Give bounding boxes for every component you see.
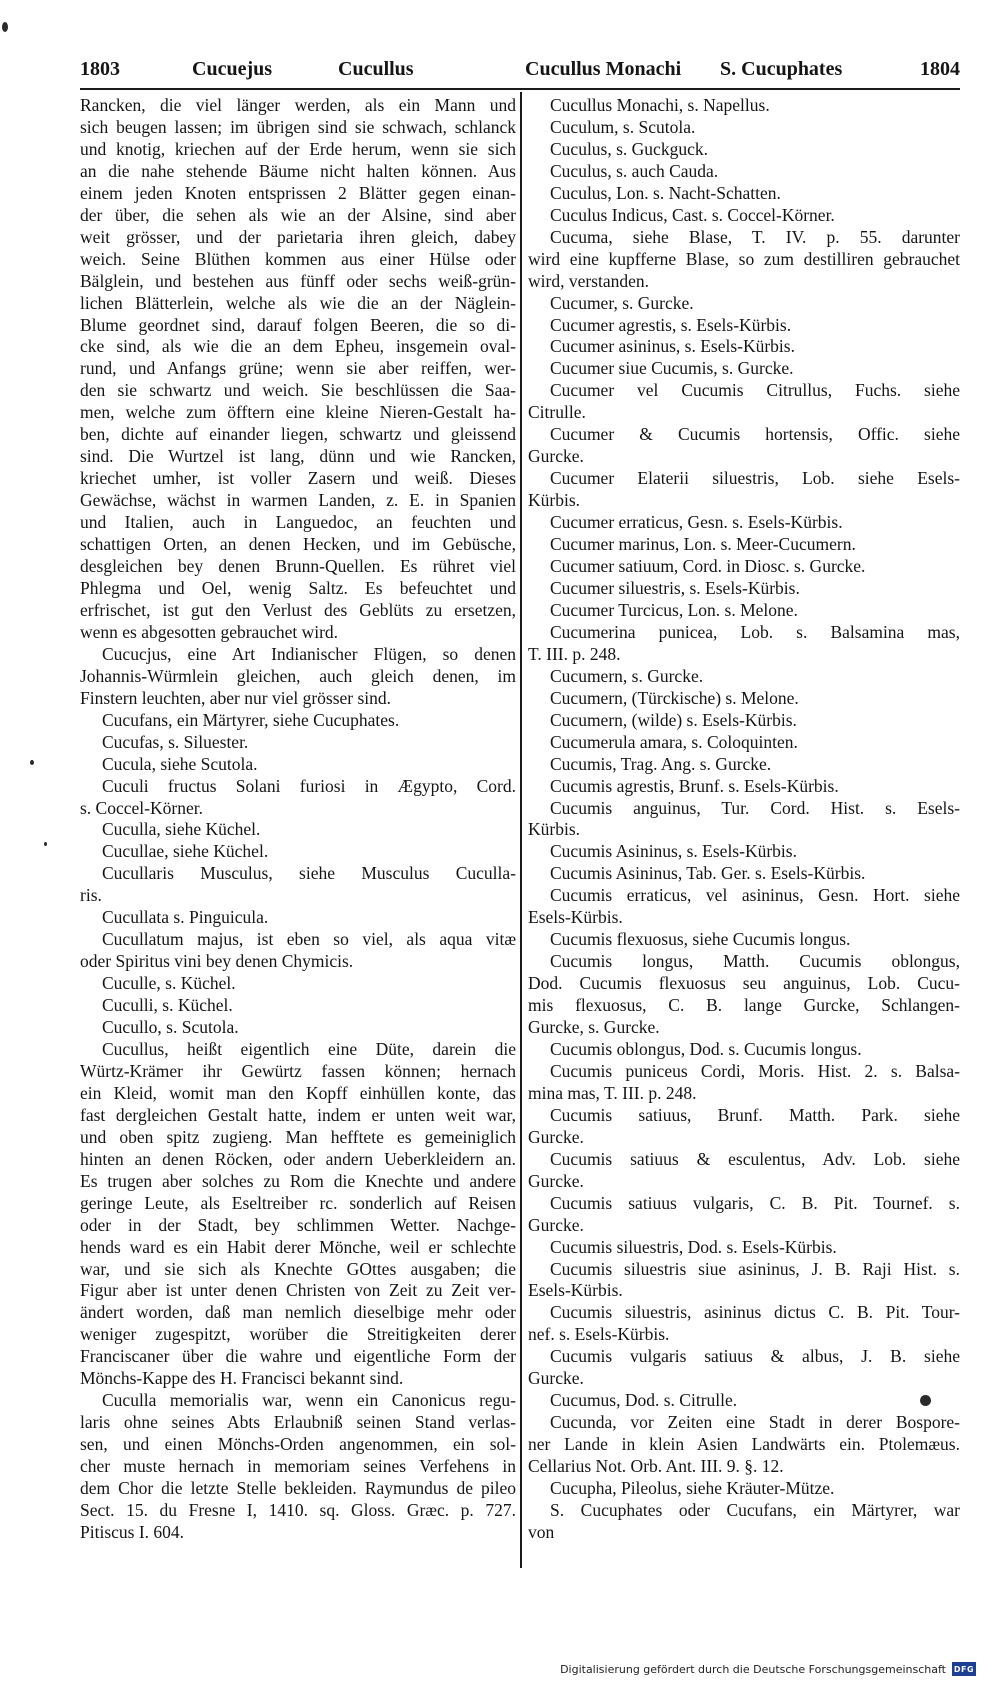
text-line: Cuculus, s. Guckguck. (550, 138, 708, 159)
text-line: Es trugen aber solches zu Rom die Knechte und andere (80, 1170, 516, 1191)
text-line: Cucumern, s. Gurcke. (550, 665, 704, 686)
text-line: Cucumis longus, Matth. Cucumis oblongus, (550, 951, 960, 972)
text-line: Cucumis satiuus & esculentus, Adv. Lob. siehe (550, 1148, 960, 1169)
text-line: Dod. Cucumis flexuosus seu anguinus, Lob. Cucu- (528, 973, 960, 994)
text-line: Cucuma, siehe Blase, T. IV. p. 55. darunter (550, 226, 960, 247)
text-line: Cucufas, s. Siluester. (102, 731, 249, 752)
text-line: Cuculla, siehe Küchel. (102, 819, 261, 840)
right-page-number: 1804 (920, 58, 960, 80)
left-catchword-1: Cucuejus (192, 58, 273, 80)
text-line: laris ohne seines Abts Erlaubniß seinen Stand verlas- (80, 1412, 516, 1433)
text-line: mina mas, T. III. p. 248. (528, 1082, 697, 1103)
text-line: Finstern leuchten, aber nur viel grösser sind. (80, 687, 392, 708)
text-line: Cucula, siehe Scutola. (102, 753, 258, 774)
text-line: Esels-Kürbis. (528, 1280, 623, 1301)
footer-text: Digitalisierung gefördert durch die Deutsche Forschungsgemeinschaft (560, 1662, 946, 1676)
text-line: Cuculus, Lon. s. Nacht-Schatten. (550, 182, 781, 203)
text-line: sen, und einen Mönchs-Orden angenommen, ein sol- (80, 1434, 516, 1455)
text-line: Gurcke. (528, 446, 584, 467)
text-line: der über, die sehen als wie an der Alsine, sind aber (80, 204, 516, 225)
text-line: von (528, 1521, 555, 1542)
text-line: Cuculli, s. Küchel. (102, 995, 233, 1016)
text-line: Esels-Kürbis. (528, 907, 623, 928)
text-line: weich. Seine Blüthen kommen aus einer Hülse oder (80, 248, 516, 269)
text-line: Cucumis Asininus, s. Esels-Kürbis. (550, 841, 797, 862)
text-line: Cucumis, Trag. Ang. s. Gurcke. (550, 753, 772, 774)
text-line: und knotig, kriechen auf der Erde herum, wenn sie sich (80, 138, 516, 159)
text-line: Cucumer & Cucumis hortensis, Offic. siehe (550, 424, 960, 445)
footer-credit (560, 1660, 976, 1678)
text-line: Cucullata s. Pinguicula. (102, 907, 269, 928)
text-line: Cuculle, s. Küchel. (102, 973, 236, 994)
text-line: cher muste hernach in memoriam seines Verfehens in (80, 1456, 516, 1477)
text-line: Cucumer satiuum, Cord. in Diosc. s. Gurcke. (550, 556, 866, 577)
text-line: und oben spitz zugieng. Man hefftete es gemeiniglich (80, 1126, 516, 1147)
text-line: Cucumis flexuosus, siehe Cucumis longus. (550, 929, 851, 950)
text-line: den sie schwartz und weich. Sie beschlüssen die Saa- (80, 380, 516, 401)
text-line: Cucumis satiuus, Brunf. Matth. Park. siehe (550, 1104, 960, 1125)
text-line: Bälglein, und bestehen aus fünff oder sechs weiß-grün- (80, 270, 516, 291)
text-line: men, welche zum öfftern eine kleine Nieren-Gestalt ha- (80, 402, 516, 423)
text-line: Cucumis erraticus, vel asininus, Gesn. Hort. siehe (550, 885, 960, 906)
text-line: Johannis-Würmlein gleichen, auch gleich denen, im (80, 665, 516, 686)
text-line: Cucumis anguinus, Tur. Cord. Hist. s. Esels- (550, 797, 960, 818)
text-line: Würtz-Krämer ihr Gewürtz fassen können; hernach (80, 1060, 516, 1081)
text-line: Cucumis agrestis, Brunf. s. Esels-Kürbis. (550, 775, 839, 796)
text-line: Cucunda, vor Zeiten eine Stadt in derer Bospore- (550, 1412, 960, 1433)
text-line: oder Spiritus vini bey denen Chymicis. (80, 951, 354, 972)
text-line: Cucumern, (wilde) s. Esels-Kürbis. (550, 709, 797, 730)
text-line: Cucullatum majus, ist eben so viel, als aqua vitæ (102, 929, 516, 950)
text-line: rund, und Anfangs grüne; wenn sie aber reiffen, wer- (80, 358, 516, 379)
text-line: Cucumer, s. Gurcke. (550, 292, 694, 313)
text-line: Cucumer marinus, Lon. s. Meer-Cucumern. (550, 534, 856, 555)
text-line: Cucumis oblongus, Dod. s. Cucumis longus. (550, 1038, 862, 1059)
right-catchword-1: Cucullus Monachi (525, 58, 682, 80)
text-line: sind. Die Wurtzel ist lang, dünn und wie Rancken, (80, 446, 516, 467)
text-line: weit grösser, und der parietaria ihren gleich, dabey (80, 226, 516, 247)
left-column (80, 95, 516, 1544)
text-line: dem Chor die letzte Stelle bekleiden. Raymundus de pileo (80, 1478, 516, 1499)
scan-speck (44, 842, 47, 846)
text-line: und Italien, auch in Languedoc, an feuchten und (80, 512, 516, 533)
text-line: Cucumer siluestris, s. Esels-Kürbis. (550, 577, 800, 598)
text-line: Cucumern, (Türckische) s. Melone. (550, 687, 799, 708)
text-line: Cucumer erraticus, Gesn. s. Esels-Kürbis. (550, 512, 843, 533)
text-line: mis flexuosus, C. B. lange Gurcke, Schlangen- (528, 995, 960, 1016)
text-line: hinten an denen Röcken, oder andern Ueberkleidern an. (80, 1148, 516, 1169)
text-line: ändert worden, daß man nemlich dieselbige mehr oder (80, 1302, 516, 1323)
text-line: Cucumer Turcicus, Lon. s. Melone. (550, 599, 798, 620)
text-line: Cucumer agrestis, s. Esels-Kürbis. (550, 314, 792, 335)
text-line: Cuculus, s. auch Cauda. (550, 160, 719, 181)
text-line: Phlegma und Oel, wenig Saltz. Es befeuchtet und (80, 577, 516, 598)
text-line: wird eine kupfferne Blase, so zum destilliren gebrauchet (528, 248, 960, 269)
left-catchword-2: Cucullus (338, 58, 414, 80)
text-line: Gurcke. (528, 1214, 584, 1235)
text-line: Cuculi fructus Solani furiosi in Ægypto, Cord. (102, 775, 516, 796)
text-line: Cucumus, Dod. s. Citrulle. (550, 1390, 738, 1411)
text-line: weniger zugespitzt, worüber die Streitigkeiten derer (80, 1324, 516, 1345)
dfg-logo-icon: DFG (952, 1662, 976, 1676)
text-line: geringe Leute, als Eseltreiber rc. sonderlich auf Reisen (80, 1192, 516, 1213)
text-line: Cuculus Indicus, Cast. s. Coccel-Körner. (550, 204, 835, 225)
text-line: Cucufans, ein Märtyrer, siehe Cucuphates. (102, 709, 400, 730)
scan-speck (920, 1395, 931, 1406)
text-line: einem jeden Knoten entsprissen 2 Blätter gegen einan- (80, 182, 516, 203)
text-line: Cucupha, Pileolus, siehe Kräuter-Mütze. (550, 1478, 835, 1499)
text-line: Sect. 15. du Fresne I, 1410. sq. Gloss. Græc. p. 727. (80, 1500, 516, 1520)
text-line: Cucumis puniceus Cordi, Moris. Hist. 2. s. Balsa- (550, 1060, 960, 1081)
text-line: Cucullaris Musculus, siehe Musculus Cuculla- (102, 863, 516, 884)
right-column (528, 95, 960, 1544)
text-line: Mönchs-Kappe des H. Francisci bekannt sind. (80, 1368, 404, 1389)
text-line: schattigen Orten, an denen Hecken, und im Gebüsche, (80, 534, 516, 555)
text-line: an die nahe stehende Bäume nicht halten können. Aus (80, 160, 516, 181)
text-line: ris. (80, 885, 102, 906)
text-line: Kürbis. (528, 490, 581, 511)
text-line: Gurcke. (528, 1126, 584, 1147)
text-line: Gurcke. (528, 1368, 584, 1389)
text-line: Cucumis satiuus vulgaris, C. B. Pit. Tournef. s. (550, 1192, 960, 1213)
text-line: Cucullo, s. Scutola. (102, 1017, 239, 1038)
text-line: wird, verstanden. (528, 270, 650, 291)
text-line: erfrischet, ist gut den Verlust des Geblüts zu ersetzen, (80, 599, 516, 620)
text-line: Cucumis siluestris, Dod. s. Esels-Kürbis. (550, 1236, 837, 1257)
text-line: Cucumis vulgaris satiuus & albus, J. B. siehe (550, 1346, 960, 1367)
scan-speck (2, 22, 8, 32)
text-line: Figur aber ist unter denen Christen von Zeit zu Zeit ver- (80, 1280, 516, 1301)
text-line: ein Kleid, womit man den Kopff einhüllen konte, das (80, 1082, 516, 1103)
text-line: S. Cucuphates oder Cucufans, ein Märtyrer, war (550, 1500, 960, 1520)
text-line: Cucumer Elaterii siluestris, Lob. siehe Esels- (550, 468, 960, 489)
text-line: Cucullus Monachi, s. Napellus. (550, 95, 770, 115)
text-line: Cucumer asininus, s. Esels-Kürbis. (550, 336, 795, 357)
text-line: Cucumerina punicea, Lob. s. Balsamina mas, (550, 621, 960, 642)
text-line: ner Lande in klein Asien Landwärts ein. Ptolemæus. (528, 1434, 960, 1455)
left-page-number: 1803 (80, 58, 120, 80)
text-line: Cucumer vel Cucumis Citrullus, Fuchs. siehe (550, 380, 960, 401)
text-line: fast dergleichen Gestalt hatte, indem er unten weit war, (80, 1104, 516, 1125)
text-line: Cucumis siluestris siue asininus, J. B. Raji Hist. s. (550, 1258, 960, 1279)
text-line: nef. s. Esels-Kürbis. (528, 1324, 670, 1345)
text-line: desgleichen bey denen Brunn-Quellen. Es rühret viel (80, 556, 516, 577)
text-line: Cuculum, s. Scutola. (550, 116, 696, 137)
text-line: s. Coccel-Körner. (80, 797, 203, 818)
text-line: cke sind, als wie die an dem Epheu, insgemein oval- (80, 336, 516, 357)
text-line: Cucumerula amara, s. Coloquinten. (550, 731, 798, 752)
scan-speck (30, 760, 34, 765)
text-line: hends ward es ein Habit derer Mönche, weil er schlechte (80, 1236, 516, 1257)
text-line: ben, dichte auf einander liegen, schwartz und gleissend (80, 424, 516, 445)
text-line: Gurcke. (528, 1170, 584, 1191)
running-header (80, 52, 960, 88)
column-divider (520, 92, 522, 1568)
text-line: Cucumer siue Cucumis, s. Gurcke. (550, 358, 794, 379)
text-line: sich beugen lassen; im übrigen sind sie schwach, schlanck (80, 116, 516, 137)
text-line: Gewächse, wächst in warmen Landen, z. E. in Spanien (80, 490, 516, 511)
text-line: Cucullae, siehe Küchel. (102, 841, 269, 862)
header-rule (80, 88, 960, 90)
text-line: Rancken, die viel länger werden, als ein Mann und (80, 95, 516, 115)
text-line: Cucumis Asininus, Tab. Ger. s. Esels-Kürbis. (550, 863, 866, 884)
text-line: Pitiscus I. 604. (80, 1521, 185, 1542)
text-line: Franciscaner über die wahre und eigentliche Form der (80, 1346, 516, 1367)
text-line: kriechet umher, ist voller Zasern und weiß. Dieses (80, 468, 516, 489)
text-line: T. III. p. 248. (528, 643, 621, 664)
text-line: wenn es abgesotten gebrauchet wird. (80, 621, 339, 642)
right-catchword-2: S. Cucuphates (720, 58, 843, 80)
text-line: Blume geordnet sind, darauf folgen Beeren, die so di- (80, 314, 516, 335)
text-line: war, und sie sich als Knechte GOttes ausgaben; die (80, 1258, 516, 1279)
text-line: Cucullus, heißt eigentlich eine Düte, darein die (102, 1038, 516, 1059)
text-line: Cellarius Not. Orb. Ant. III. 9. §. 12. (528, 1456, 784, 1477)
text-line: lichen Blätterlein, welche als wie die an der Näglein- (80, 292, 516, 313)
text-line: Kürbis. (528, 819, 581, 840)
text-line: Citrulle. (528, 402, 586, 423)
text-line: oder in der Stadt, bey schlimmen Wetter. Nachge- (80, 1214, 516, 1235)
text-line: Cucucjus, eine Art Indianischer Flügen, so denen (102, 643, 516, 664)
text-line: Cuculla memorialis war, wenn ein Canonicus regu- (102, 1390, 516, 1411)
text-line: Gurcke, s. Gurcke. (528, 1017, 660, 1038)
text-line: Cucumis siluestris, asininus dictus C. B. Pit. Tour- (550, 1302, 960, 1323)
